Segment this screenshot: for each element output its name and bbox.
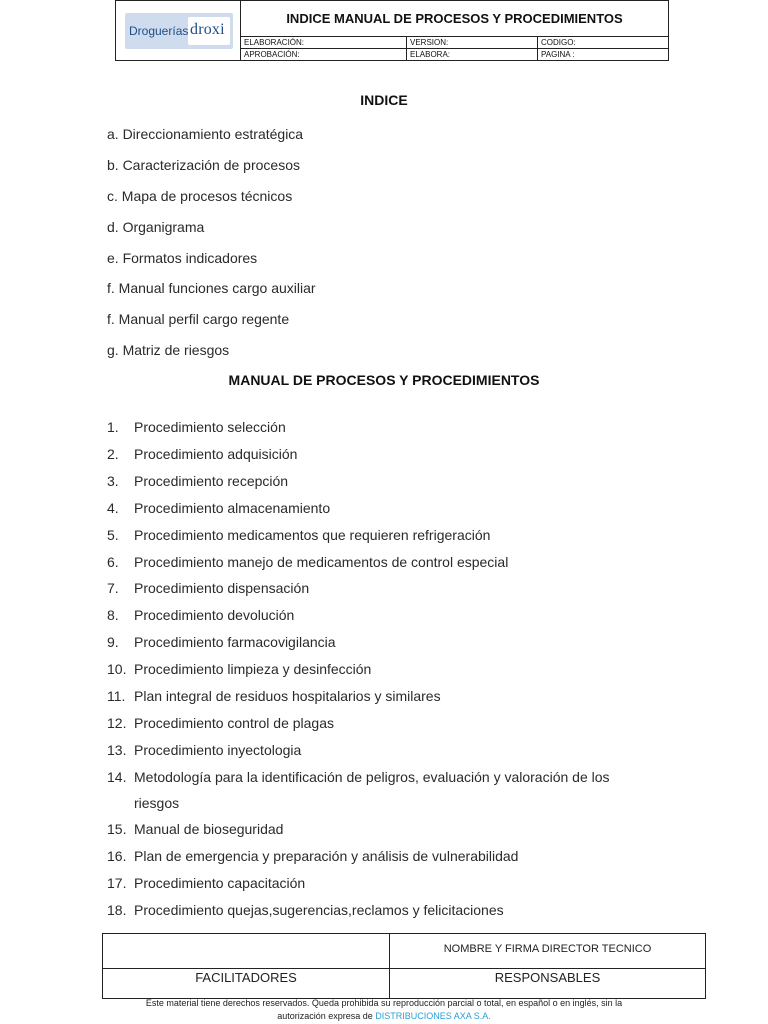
header-row-2 (241, 49, 668, 61)
legal-notice-prefix: autorización expresa de (277, 1011, 376, 1021)
codigo-label: CODIGO: (541, 38, 576, 47)
list-item-number: 6. (107, 554, 119, 570)
list-item: Procedimiento control de plagas (134, 715, 335, 731)
list-item-number: 8. (107, 607, 119, 623)
index-item: g. Matriz de riesgos (107, 342, 230, 358)
facilitadores-label: FACILITADORES (195, 970, 297, 985)
pagina-label: PAGINA : (541, 50, 575, 59)
index-item: a. Direccionamiento estratégica (107, 126, 304, 142)
index-item: c. Mapa de procesos técnicos (107, 188, 293, 204)
responsables-label: RESPONSABLES (494, 970, 601, 985)
list-item-number: 15. (107, 821, 127, 837)
document-title: INDICE MANUAL DE PROCESOS Y PROCEDIMIENTOS (286, 11, 623, 26)
list-item: Plan integral de residuos hospitalarios y similares (134, 688, 441, 704)
list-item: Procedimiento capacitación (134, 875, 306, 891)
list-item-number: 5. (107, 527, 119, 543)
version-label: VERSION: (407, 37, 538, 49)
list-item-number: 14. (107, 769, 127, 785)
list-item-number: 3. (107, 473, 119, 489)
list-item: Procedimiento farmacovigilancia (134, 634, 336, 650)
list-item: Procedimiento quejas,sugerencias,reclamos y felicitaciones (134, 902, 504, 918)
list-item: Plan de emergencia y preparación y análisis de vulnerabilidad (134, 848, 519, 864)
company-logo (125, 13, 233, 49)
list-item: Procedimiento almacenamiento (134, 500, 331, 516)
list-item-number: 13. (107, 742, 127, 758)
list-item-number: 10. (107, 661, 127, 677)
list-item-number: 17. (107, 875, 127, 891)
list-item: Procedimiento medicamentos que requieren refrigeración (134, 527, 491, 543)
elaboracion-label: ELABORACIÓN: (241, 37, 407, 49)
logo-cell (116, 1, 241, 60)
index-item: e. Formatos indicadores (107, 250, 258, 266)
index-item: f. Manual perfil cargo regente (107, 311, 290, 327)
index-heading: INDICE (360, 92, 408, 108)
legal-notice-line-1: Este material tiene derechos reservados. Queda prohibida su reproducción parcial o total, en español o en inglés, sin la (145, 998, 623, 1008)
list-item: Procedimiento recepción (134, 473, 289, 489)
document-header (115, 0, 669, 61)
list-item-number: 16. (107, 848, 127, 864)
manual-heading: MANUAL DE PROCESOS Y PROCEDIMIENTOS (228, 372, 540, 388)
index-item: d. Organigrama (107, 219, 205, 235)
signature-table (102, 933, 706, 999)
list-item-number: 11. (107, 688, 126, 704)
list-item-number: 2. (107, 446, 119, 462)
document-title-cell (241, 1, 668, 37)
list-item-number: 1. (107, 419, 119, 435)
list-item-number: 9. (107, 634, 119, 650)
aprobacion-label: APROBACIÓN: (241, 49, 407, 61)
list-item-number: 7. (107, 580, 119, 596)
list-item: Procedimiento dispensación (134, 580, 310, 596)
list-item-continuation: riesgos (134, 795, 180, 811)
index-item: f. Manual funciones cargo auxiliar (107, 280, 316, 296)
list-item: Procedimiento adquisición (134, 446, 298, 462)
list-item: Procedimiento devolución (134, 607, 295, 623)
list-item-number: 4. (107, 500, 119, 516)
director-signature-label: NOMBRE Y FIRMA DIRECTOR TECNICO (443, 943, 652, 955)
logo-text-left: Droguerías (129, 24, 189, 38)
logo-right-box (188, 17, 230, 45)
list-item: Procedimiento manejo de medicamentos de control especial (134, 554, 509, 570)
list-item-number: 18. (107, 902, 127, 918)
list-item: Metodología para la identificación de peligros, evaluación y valoración de los (134, 769, 610, 785)
header-row-1 (241, 37, 668, 49)
table-divider-horizontal (103, 968, 705, 969)
company-link[interactable]: DISTRIBUCIONES AXA S.A. (375, 1011, 491, 1021)
list-item: Procedimiento limpieza y desinfección (134, 661, 372, 677)
index-item: b. Caracterización de procesos (107, 157, 300, 173)
list-item: Procedimiento selección (134, 419, 286, 435)
list-item-number: 12. (107, 715, 127, 731)
list-item: Procedimiento inyectologia (134, 742, 302, 758)
elabora-label: ELABORA: (407, 49, 538, 61)
list-item: Manual de bioseguridad (134, 821, 284, 837)
legal-notice-line-2 (0, 1011, 768, 1021)
logo-text-right: droxi (190, 21, 225, 38)
